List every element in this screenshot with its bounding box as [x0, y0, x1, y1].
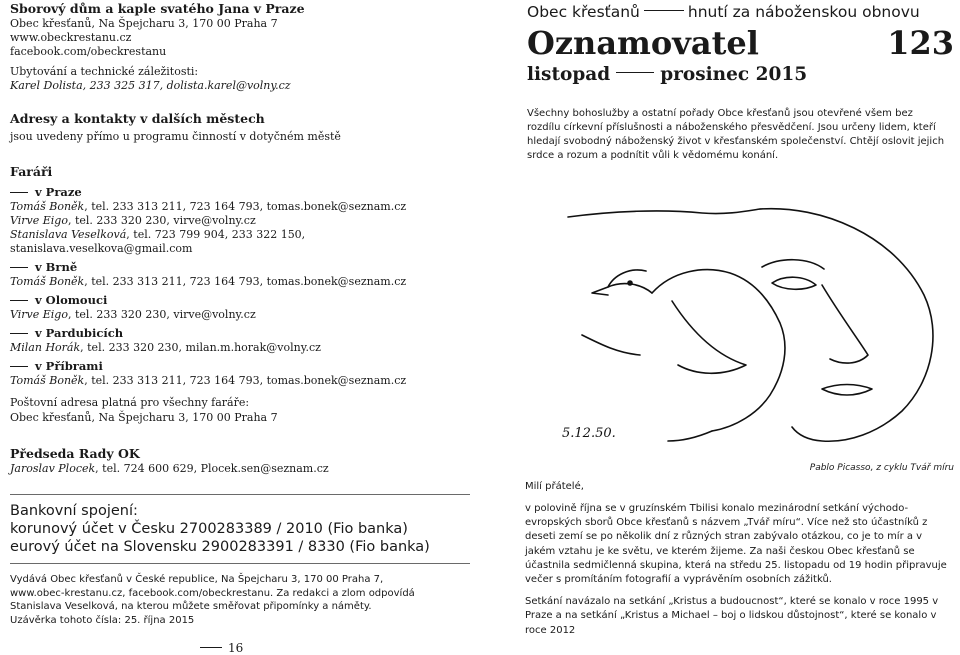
website-link[interactable]: www.obeckrestanu.cz: [10, 31, 132, 44]
page-number-value: 16: [228, 641, 244, 655]
contact-name: Stanislava Veselková: [10, 228, 127, 241]
addresses-title: Adresy a kontakty v dalších městech: [10, 111, 265, 126]
dove-body: [652, 270, 785, 431]
publisher-line: www.obec-krestanu.cz, facebook.com/obeckrestanu. Za redakci a zlom odpovídá: [10, 587, 415, 599]
divider-top: [10, 494, 470, 495]
publisher-line: Vydává Obec křesťanů v České republice, Na Špejcharu 3, 170 00 Praha 7,: [10, 574, 384, 585]
article-body: [525, 502, 955, 646]
hair-line: [568, 209, 760, 217]
house-address: Obec křesťanů, Na Špejcharu 3, 170 00 Praha 7: [10, 17, 278, 30]
contact-details: , tel. 723 799 904, 233 322 150, stanislava.veselkova@gmail.com: [10, 228, 306, 255]
contact-details: , tel. 233 313 211, 723 164 793, tomas.bonek@seznam.cz: [84, 275, 407, 288]
priests-heading: Faráři: [10, 164, 53, 179]
contact-line: [10, 228, 470, 256]
bank-czk: korunový účet v Česku 2700283389 / 2010 (Fio banka): [10, 521, 408, 537]
postal-label: Poštovní adresa platná pro všechny faráře:: [10, 396, 250, 409]
city-name: v Brně: [35, 260, 78, 274]
masthead-kicker: [527, 3, 954, 21]
board-contact: [10, 462, 329, 476]
city-heading: [10, 260, 470, 275]
city-block: [10, 185, 470, 256]
city-name: v Olomouci: [35, 293, 108, 307]
contact-details: , tel. 233 313 211, 723 164 793, tomas.bonek@seznam.cz: [84, 374, 407, 387]
dash-decoration: [10, 300, 28, 301]
contact-name: Virve Eigo: [10, 214, 68, 227]
contact-line: [10, 200, 470, 214]
bank-eur: eurový účet na Slovensku 2900283391 / 8330 (Fio banka): [10, 539, 430, 555]
contact-line: [10, 214, 470, 228]
city-block: [10, 326, 470, 355]
intro-text: Všechny bohoslužby a ostatní pořady Obce křesťanů jsou otevřené všem bez rozdílu církevní příslušnosti a náboženského přesvědčení. Jsou určeny lidem, kteří hledají svobodný náboženský život v křesťanském společenství. Chtějí oslovit jejich srdce a rozum a podnítit vůli k vědomému konání.: [527, 108, 945, 161]
dash-decoration: [10, 192, 28, 193]
dove-beak: [592, 287, 608, 295]
issue-period: [527, 63, 954, 87]
addresses-subtitle: jsou uvedeny přímo u programu činností v dotyčném městě: [10, 130, 341, 143]
contact-name: Tomáš Boněk: [10, 200, 85, 213]
city-heading: [10, 359, 470, 374]
lodging-label: Ubytování a technické záležitosti:: [10, 65, 199, 78]
period-to: prosinec 2015: [660, 64, 808, 85]
eyebrow: [762, 260, 824, 269]
city-heading: [10, 293, 470, 308]
nose: [822, 285, 868, 363]
dash-decoration: [616, 72, 654, 73]
contact-details: , tel. 233 313 211, 723 164 793, tomas.bonek@seznam.cz: [84, 200, 407, 213]
dove-tail: [668, 431, 712, 441]
contact-line: [10, 275, 470, 289]
dash-decoration: [10, 366, 28, 367]
publisher-line: Stanislava Veselková, na kterou můžete směřovat připomínky a náměty.: [10, 601, 372, 612]
postal-address: Obec křesťanů, Na Špejcharu 3, 170 00 Praha 7: [10, 410, 278, 424]
contact-name: Tomáš Boněk: [10, 374, 85, 387]
divider-bottom: [10, 563, 470, 564]
city-block: [10, 260, 470, 289]
facebook-link[interactable]: facebook.com/obeckrestanu: [10, 45, 167, 58]
publisher-info: [10, 573, 415, 627]
contact-line: [10, 308, 470, 322]
kicker-org: Obec křesťanů: [527, 3, 640, 21]
dash-decoration: [10, 333, 28, 334]
period-from: listopad: [527, 64, 611, 85]
dove-wing: [672, 301, 746, 373]
eye: [772, 277, 816, 289]
board-chair: [10, 446, 329, 476]
bank-title: Bankovní spojení:: [10, 503, 138, 519]
artist-signature: 5.12.50.: [562, 426, 616, 441]
newsletter-title: Oznamovatel: [527, 24, 759, 62]
face-outline: [760, 209, 933, 442]
board-title: Předseda Rady OK: [10, 446, 140, 461]
city-heading: [10, 326, 470, 341]
city-name: v Pardubicích: [35, 326, 124, 340]
dash-decoration: [644, 10, 684, 11]
masthead: [527, 25, 954, 61]
city-heading: [10, 185, 470, 200]
city-name: v Praze: [35, 185, 82, 199]
dash-decoration: [200, 647, 222, 648]
article-paragraph: v polovině října se v gruzínském Tbilisi konalo mezinárodní setkání východo-evropských sborů Obce křesťanů s názvem „Tvář míru“. Více než sto účastníků z deseti zemí se po několik dní z různých stran zabývalo otázkou, co je to mír a v jakém vztahu je ke světu, ve kterém žijeme. Za naši českou Obec křesťanů se účastnila sedmičlenná skupina, která na středu 25. listopadu od 19 hodin připravuje večer s promítáním fotografií a vyprávěním osobních zážitků.: [525, 503, 947, 586]
contact-details: , tel. 233 320 230, virve@volny.cz: [67, 308, 256, 321]
dash-decoration: [10, 267, 28, 268]
page-number: [200, 641, 243, 655]
board-details: , tel. 724 600 629, Plocek.sen@seznam.cz: [95, 462, 329, 475]
lips: [822, 385, 872, 396]
contact-name: Milan Horák: [10, 341, 81, 354]
dove-eye: [628, 281, 632, 285]
contact-name: Virve Eigo: [10, 308, 68, 321]
house-title: Sborový dům a kaple svatého Jana v Praze: [10, 1, 305, 16]
image-caption: Pablo Picasso, z cyklu Tvář míru: [809, 463, 954, 473]
lodging-contact: Karel Dolista, 233 325 317, dolista.karel@volny.cz: [10, 79, 291, 92]
contact-line: [10, 341, 470, 355]
postal-note: [10, 396, 470, 425]
article-paragraph: Setkání navázalo na setkání „Kristus a budoucnost“, které se konalo v roce 1995 v Praze a na setkání „Kristus a Michael – boj o lidskou důstojnost“, které se konalo v roce 2012: [525, 596, 939, 636]
bank-info: [10, 502, 430, 556]
kicker-tagline: hnutí za náboženskou obnovu: [687, 3, 920, 21]
city-block: [10, 359, 470, 388]
olive-branch: [582, 335, 640, 355]
publisher-line: Uzávěrka tohoto čísla: 25. října 2015: [10, 614, 195, 626]
greeting: Milí přátelé,: [525, 481, 584, 492]
contact-line: [10, 374, 470, 388]
contact-details: , tel. 233 320 230, virve@volny.cz: [67, 214, 256, 227]
contact-name: Tomáš Boněk: [10, 275, 85, 288]
board-name: Jaroslav Plocek: [10, 462, 96, 475]
contact-details: , tel. 233 320 230, milan.m.horak@volny.cz: [80, 341, 321, 354]
city-block: [10, 293, 470, 322]
city-name: v Příbrami: [35, 359, 103, 373]
city-list: [10, 185, 470, 388]
dove-face-drawing: [522, 205, 942, 445]
issue-number: 123: [887, 24, 954, 62]
